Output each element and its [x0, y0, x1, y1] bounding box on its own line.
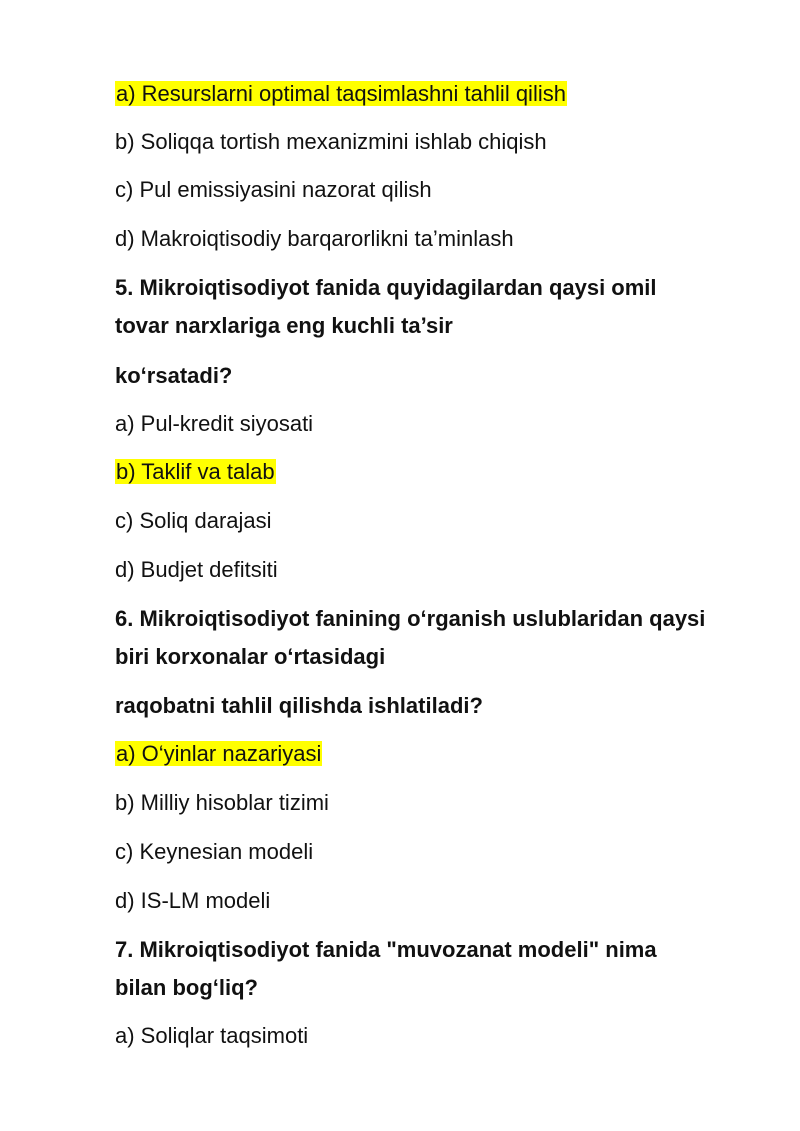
q5-option-b — [115, 457, 276, 487]
q6-option-d — [115, 886, 270, 916]
question-text: ko‘rsatadi? — [115, 363, 233, 388]
q7-option-a — [115, 1021, 308, 1051]
option-text: c) Soliq darajasi — [115, 508, 272, 533]
question-text: tovar narxlariga eng kuchli ta’sir — [115, 313, 453, 338]
answer-highlight: b) Taklif va talab — [116, 459, 275, 484]
option-text: b) Soliqqa tortish mexanizmini ishlab chiqish — [115, 129, 547, 154]
q5-option-c — [115, 506, 272, 536]
question-5-line-3 — [115, 361, 232, 391]
question-text: 6. Mikroiqtisodiyot fanining o‘rganish uslublaridan qaysi — [115, 606, 706, 631]
q5-option-d — [115, 555, 278, 585]
option-text: d) Makroiqtisodiy barqarorlikni ta’minlash — [115, 226, 514, 251]
question-5-line-1 — [115, 273, 657, 303]
question-text: raqobatni tahlil qilishda ishlatiladi? — [115, 693, 483, 718]
q6-option-c — [115, 837, 313, 867]
q4-option-c — [115, 175, 432, 205]
q6-option-a — [115, 739, 322, 769]
question-7-line-2 — [115, 973, 258, 1003]
question-7-line-1 — [115, 935, 657, 965]
q4-option-a — [115, 79, 567, 109]
question-6-line-2 — [115, 642, 385, 672]
answer-highlight: a) O‘yinlar nazariyasi — [116, 741, 322, 766]
answer-highlight: a) Resurslarni optimal taqsimlashni tahlil qilish — [116, 81, 566, 106]
option-text: c) Pul emissiyasini nazorat qilish — [115, 177, 432, 202]
q5-option-a — [115, 409, 313, 439]
question-6-line-1 — [115, 604, 705, 634]
question-text: bilan bog‘liq? — [115, 975, 258, 1000]
option-text: d) IS-LM modeli — [115, 888, 271, 913]
option-text: a) Pul-kredit siyosati — [115, 411, 314, 436]
question-text: biri korxonalar o‘rtasidagi — [115, 644, 386, 669]
option-text: b) Milliy hisoblar tizimi — [115, 790, 329, 815]
question-6-line-3 — [115, 691, 483, 721]
q6-option-b — [115, 788, 329, 818]
q4-option-b — [115, 127, 547, 157]
question-text: 7. Mikroiqtisodiyot fanida "muvozanat modeli" nima — [115, 937, 657, 962]
option-text: c) Keynesian modeli — [115, 839, 314, 864]
q4-option-d — [115, 224, 514, 254]
option-text: a) Soliqlar taqsimoti — [115, 1023, 309, 1048]
option-text: d) Budjet defitsiti — [115, 557, 278, 582]
question-text: 5. Mikroiqtisodiyot fanida quyidagilardan qaysi omil — [115, 275, 657, 300]
question-5-line-2 — [115, 311, 453, 341]
